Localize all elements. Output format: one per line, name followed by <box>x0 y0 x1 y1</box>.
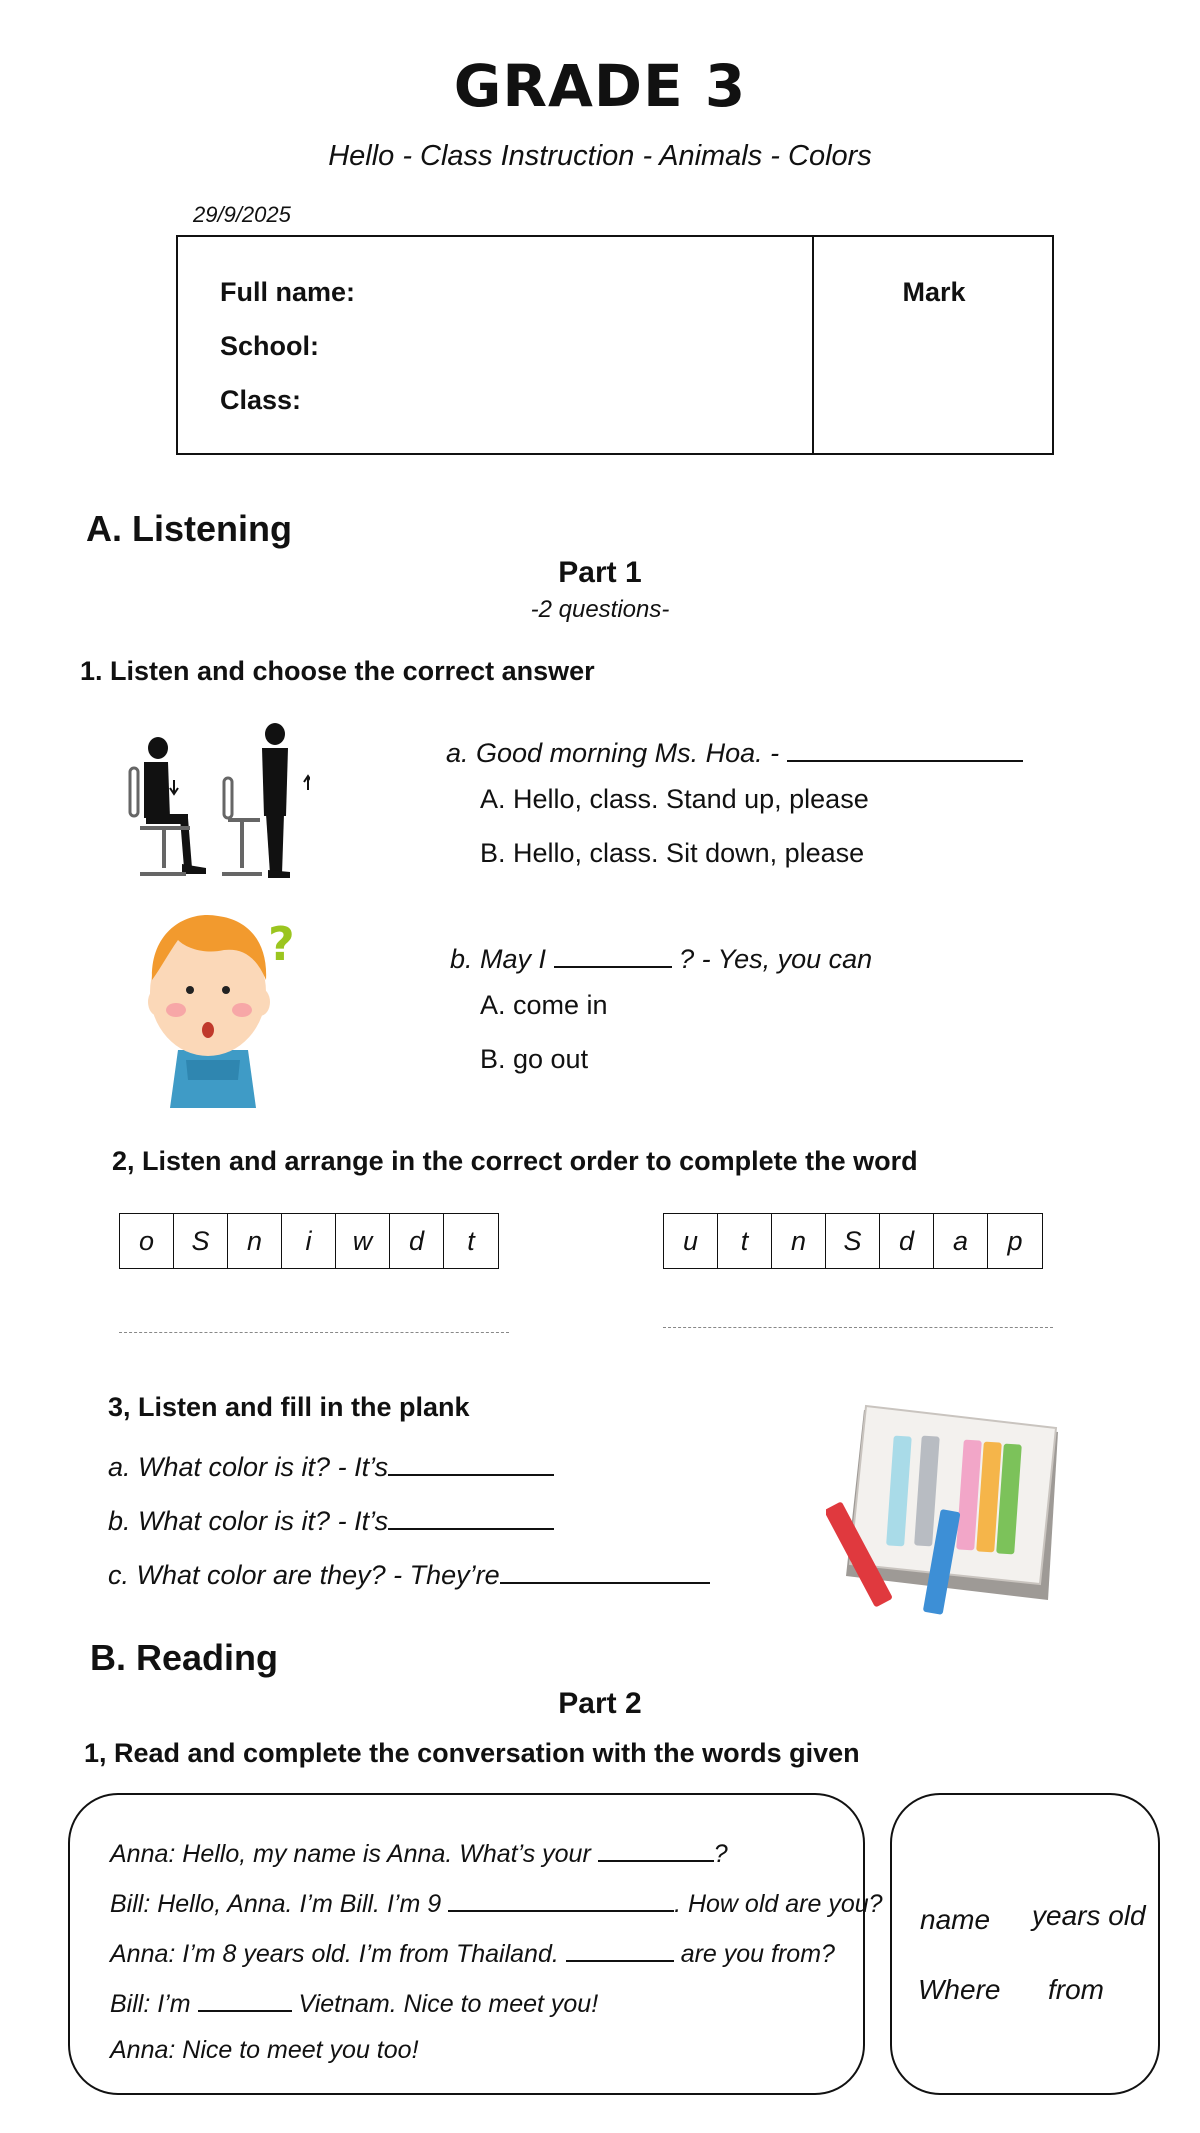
question-3b-prompt: b. What color is it? - It’s <box>108 1506 389 1536</box>
letter-cell: n <box>772 1214 826 1268</box>
conversation-line-4 <box>110 1986 598 2019</box>
question-1a-prompt: a. Good morning Ms. Hoa. - <box>446 738 780 768</box>
part-1-note: -2 questions- <box>530 596 670 623</box>
letter-cell: t <box>467 1225 475 1256</box>
crayons-illustration <box>826 1400 1066 1615</box>
letter-cell: a <box>934 1214 988 1268</box>
question-1b <box>450 942 872 975</box>
answer-blank[interactable] <box>598 1836 714 1862</box>
answer-blank[interactable] <box>448 1886 674 1912</box>
mark-label: Mark <box>902 277 966 307</box>
answer-blank[interactable] <box>566 1936 674 1962</box>
question-2-heading: 2, Listen and arrange in the correct order to complete the word <box>112 1146 918 1176</box>
question-3b <box>108 1504 554 1537</box>
word-2-letter-grid <box>663 1213 1043 1269</box>
question-1a-option-a[interactable]: A. Hello, class. Stand up, please <box>480 784 869 814</box>
student-info-box <box>176 235 1054 455</box>
class-label: Class: <box>220 385 302 415</box>
answer-blank[interactable] <box>500 1558 710 1584</box>
question-1-heading: 1. Listen and choose the correct answer <box>80 656 595 686</box>
word-1-letter-grid <box>119 1213 499 1269</box>
thinking-boy-illustration <box>138 910 298 1110</box>
reading-question-1-heading: 1, Read and complete the conversation with the words given <box>84 1738 860 1768</box>
letter-cell: d <box>390 1214 444 1268</box>
letter-cell: p <box>1007 1225 1023 1256</box>
conversation-text: are you from? <box>680 1940 835 1968</box>
svg-text:?: ? <box>268 917 295 971</box>
question-1a-option-b[interactable]: B. Hello, class. Sit down, please <box>480 838 865 868</box>
answer-blank[interactable] <box>198 1986 292 2012</box>
full-name-label: Full name: <box>220 277 356 307</box>
answer-blank[interactable] <box>554 942 672 968</box>
question-1b-prompt-end: ? - Yes, you can <box>679 944 873 974</box>
conversation-line-1 <box>110 1836 728 1869</box>
conversation-text: Vietnam. Nice to meet you! <box>298 1990 599 2018</box>
page-title: GRADE 3 <box>453 52 747 120</box>
part-2-title: Part 2 <box>558 1687 642 1720</box>
stand-sit-illustration <box>110 718 310 883</box>
question-3a-prompt: a. What color is it? - It’s <box>108 1452 389 1482</box>
word-bank-item: from <box>1048 1974 1104 2005</box>
conversation-text: . How old are you? <box>674 1890 883 1918</box>
question-1a <box>446 736 1023 769</box>
section-b-title: B. Reading <box>90 1637 279 1678</box>
question-1b-option-a[interactable]: A. come in <box>480 990 608 1020</box>
conversation-text: Anna: I’m 8 years old. I’m from Thailand. <box>110 1940 559 1968</box>
conversation-line-2 <box>110 1886 883 1919</box>
word-2-answer-line[interactable] <box>663 1327 1053 1328</box>
answer-blank[interactable] <box>388 1450 554 1476</box>
word-bank-item: Where <box>918 1974 1001 2005</box>
section-a-title: A. Listening <box>86 508 292 549</box>
date: 29/9/2025 <box>193 202 291 227</box>
question-1b-option-b[interactable]: B. go out <box>480 1044 589 1074</box>
letter-cell: t <box>718 1214 772 1268</box>
question-1b-prompt-start: b. May I <box>450 944 547 974</box>
letter-cell: S <box>826 1214 880 1268</box>
question-3a <box>108 1450 554 1483</box>
question-3-heading: 3, Listen and fill in the plank <box>108 1392 470 1422</box>
question-3c-prompt: c. What color are they? - They’re <box>108 1560 500 1590</box>
word-bank-box <box>890 1793 1160 2095</box>
letter-cell: o <box>120 1214 174 1268</box>
letter-cell: d <box>880 1214 934 1268</box>
letter-cell: S <box>174 1214 228 1268</box>
letter-cell: i <box>282 1214 336 1268</box>
letter-cell: w <box>336 1214 390 1268</box>
conversation-line-5: Anna: Nice to meet you too! <box>110 2036 419 2064</box>
conversation-text: Bill: I’m <box>110 1990 191 2018</box>
school-label: School: <box>220 331 319 361</box>
word-1-answer-line[interactable] <box>119 1332 509 1333</box>
answer-blank[interactable] <box>388 1504 554 1530</box>
conversation-text: Anna: Hello, my name is Anna. What’s your <box>110 1840 591 1868</box>
letter-cell: n <box>228 1214 282 1268</box>
conversation-text: ? <box>713 1840 728 1868</box>
info-box-divider <box>812 237 814 453</box>
letter-cell: u <box>664 1214 718 1268</box>
word-bank-item: years old <box>1032 1900 1146 1931</box>
conversation-line-3 <box>110 1936 835 1969</box>
question-3c <box>108 1558 710 1591</box>
answer-blank[interactable] <box>787 736 1023 762</box>
part-1-title: Part 1 <box>558 556 642 589</box>
page-subtitle: Hello - Class Instruction - Animals - Colors <box>328 140 872 172</box>
conversation-text: Bill: Hello, Anna. I’m Bill. I’m 9 <box>110 1890 442 1918</box>
word-bank-item: name <box>920 1904 991 1935</box>
